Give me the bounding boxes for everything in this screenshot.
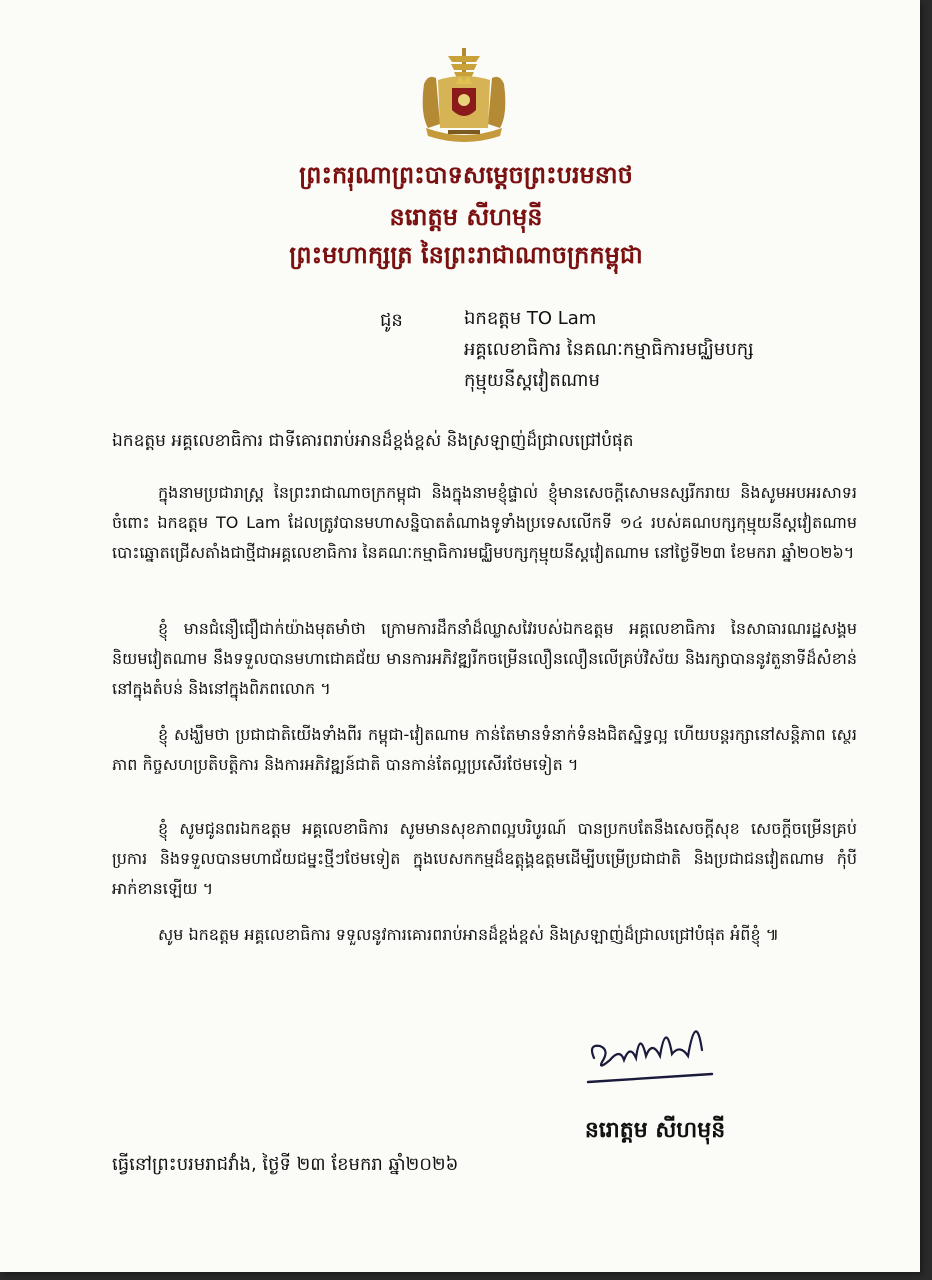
signature-icon <box>580 1000 720 1090</box>
royal-emblem-icon <box>418 44 510 144</box>
addressee-line-2: អគ្គលេខាធិការ នៃគណៈកម្មាធិការមជ្ឈិមបក្ស <box>464 339 754 360</box>
addressee-label: ជូន <box>380 310 403 331</box>
header-line-1: ព្រះករុណាព្រះបាទសម្តេចព្រះបរមនាថ <box>299 161 633 189</box>
addressee-line-3: កុម្មុយនីស្តវៀតណាម <box>464 370 600 391</box>
paragraph-5: សូម ឯកឧត្តម អគ្គលេខាធិការ ទទួលនូវការគោរពរាប់អានដ៏ខ្ពង់ខ្ពស់ និងស្រឡាញ់ដ៏ជ្រាលជ្រៅបំផុត អំពីខ្ញុំ ៕ <box>158 925 779 944</box>
paragraph-4: ខ្ញុំ សូមជូនពរឯកឧត្តម អគ្គលេខាធិការ សូមមានសុខភាពល្អបរិបូរណ៍ បានប្រកបតែនឹងសេចក្តីសុខ សេចក្តីចម្រើនគ្រប់ប្រការ និងទទួលបានមហាជ័យជម្នះថ្មីៗថែមទៀត ក្នុងបេសកកម្មដ៏ឧត្តុង្គឧត្តមដើម្បីបម្រើប្រជាជាតិ និងប្រជាជនវៀតណាម កុំបីអាក់ខានឡើយ ។ <box>112 819 857 898</box>
addressee-line-1: ឯកឧត្តម TO Lam <box>464 308 597 329</box>
paragraph-3: ខ្ញុំ សង្ឃឹមថា ប្រជាជាតិយើងទាំងពីរ កម្ពុជា-វៀតណាម កាន់តែមានទំនាក់ទំនងជិតស្និទ្ធល្អ ហើយបន្តរក្សានៅសន្តិភាព ស្ថេរភាព កិច្ចសហប្រតិបត្តិការ និងការអភិវឌ្ឍន៍ជាតិ បានកាន់តែល្អប្រសើរថែមទៀត ។ <box>112 725 857 774</box>
header-line-2: នរោត្តម សីហមុនី <box>389 203 543 231</box>
salutation: ឯកឧត្តម អគ្គលេខាធិការ ជាទីគោរពរាប់អានដ៏ខ្ពង់ខ្ពស់ និងស្រឡាញ់ដ៏ជ្រាលជ្រៅបំផុត <box>112 431 634 451</box>
header-line-3: ព្រះមហាក្សត្រ នៃព្រះរាជាណាចក្រកម្ពុជា <box>289 241 643 269</box>
paragraph-2: ខ្ញុំ មានជំនឿជឿជាក់យ៉ាងមុតមាំថា ក្រោមការដឹកនាំដ៏ឈ្លាសវៃរបស់ឯកឧត្តម អគ្គលេខាធិការ នៃសាធារណរដ្ឋសង្គមនិយមវៀតណាម នឹងទទួលបានមហាជោគជ័យ មានការអភិវឌ្ឍរីកចម្រើនលឿនលឿនលើគ្រប់វិស័យ និងរក្សាបាននូវតួនាទីដ៏សំខាន់នៅក្នុងតំបន់ និងនៅក្នុងពិភពលោក ។ <box>112 619 857 698</box>
paragraph-1: ក្នុងនាមប្រជារាស្ត្រ នៃព្រះរាជាណាចក្រកម្ពុជា និងក្នុងនាមខ្ញុំផ្ទាល់ ខ្ញុំមានសេចក្តីសោមនស្សរីករាយ និងសូមអបអរសាទរ ចំពោះ ឯកឧត្តម TO Lam ដែលត្រូវបានមហាសន្និបាតតំណាងទូទាំងប្រទេសលើកទី ១៤ របស់គណបក្សកុម្មុយនីស្តវៀតណាម បោះឆ្នោតជ្រើសតាំងជាថ្មីជាអគ្គលេខាធិការ នៃគណៈកម្មាធិការមជ្ឈិមបក្សកុម្មុយនីស្តវៀតណាម នៅថ្ងៃទី២៣ ខែមករា ឆ្នាំ២០២៦។ <box>112 483 857 562</box>
place-and-date: ធ្វើនៅព្រះបរមរាជវាំង, ថ្ងៃទី ២៣ ខែមករា ឆ្នាំ២០២៦ <box>112 1154 459 1175</box>
signer-name: នរោត្តម សីហមុនី <box>584 1118 726 1143</box>
